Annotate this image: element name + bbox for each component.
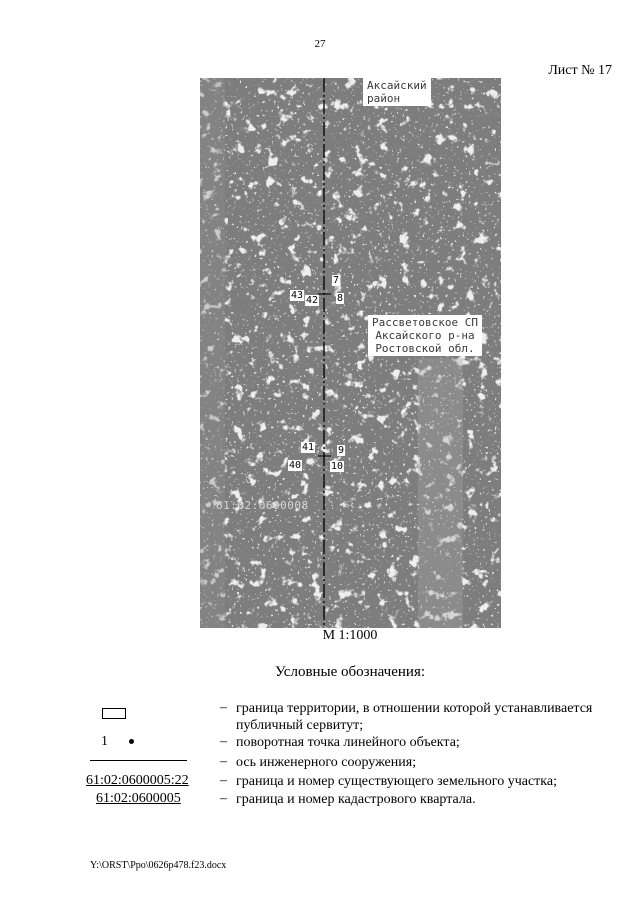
legend-title: Условные обозначения: [274,664,426,680]
legend-item-land-plot [86,773,626,791]
map-scale: М 1:1000 [322,628,378,643]
legend-point-number: 1 [101,734,108,749]
point-label: 42 [306,295,319,306]
page-number: 27 [314,38,326,50]
legend-item-turning-point [86,734,626,752]
legend-symbol-point [86,734,214,752]
legend-dash: – [220,754,227,769]
map-image [200,78,501,628]
legend-text: граница и номер кадастрового квартала. [236,792,476,807]
legend-text: поворотная точка линейного объекта; [236,735,460,750]
settlement-label: Рассветовское СП Аксайского р-на Ростовской обл. [368,315,482,356]
legend-symbol-quarter-number: 61:02:0600005 [96,791,181,806]
file-path-footer: Y:\ORST\Ppo\0626p478.f23.docx [90,860,227,871]
district-label: Аксайский район [363,78,431,106]
point-label: 10 [331,461,344,472]
legend-text: граница территории, в отношении которой устанавливается публичный сервитут; [236,701,593,733]
point-label: 43 [291,290,304,301]
legend-dash: – [220,773,227,788]
legend-symbol-land-plot-number: 61:02:0600005:22 [86,773,189,788]
legend-dash: – [220,700,227,715]
cadastral-quarter-label: 61:02:0600008 [216,499,309,512]
point-label: 41 [302,442,315,453]
sheet-label: Лист № 17 [548,63,612,78]
legend-symbol-axis-line [86,754,214,772]
legend-item-axis [86,754,626,772]
legend-item-cadastral-quarter [86,791,626,809]
legend-dash: – [220,791,227,806]
legend-symbol-boundary-rect [86,700,214,718]
point-label: 9 [338,445,345,456]
point-label: 40 [289,460,302,471]
legend-item-servitude-boundary [86,700,626,736]
legend-dash: – [220,734,227,749]
legend-text: ось инженерного сооружения; [236,755,417,770]
point-dot-icon [129,739,134,744]
legend-text: граница и номер существующего земельного участка; [236,774,557,789]
point-label: 8 [337,293,344,304]
point-label: 7 [333,275,340,286]
